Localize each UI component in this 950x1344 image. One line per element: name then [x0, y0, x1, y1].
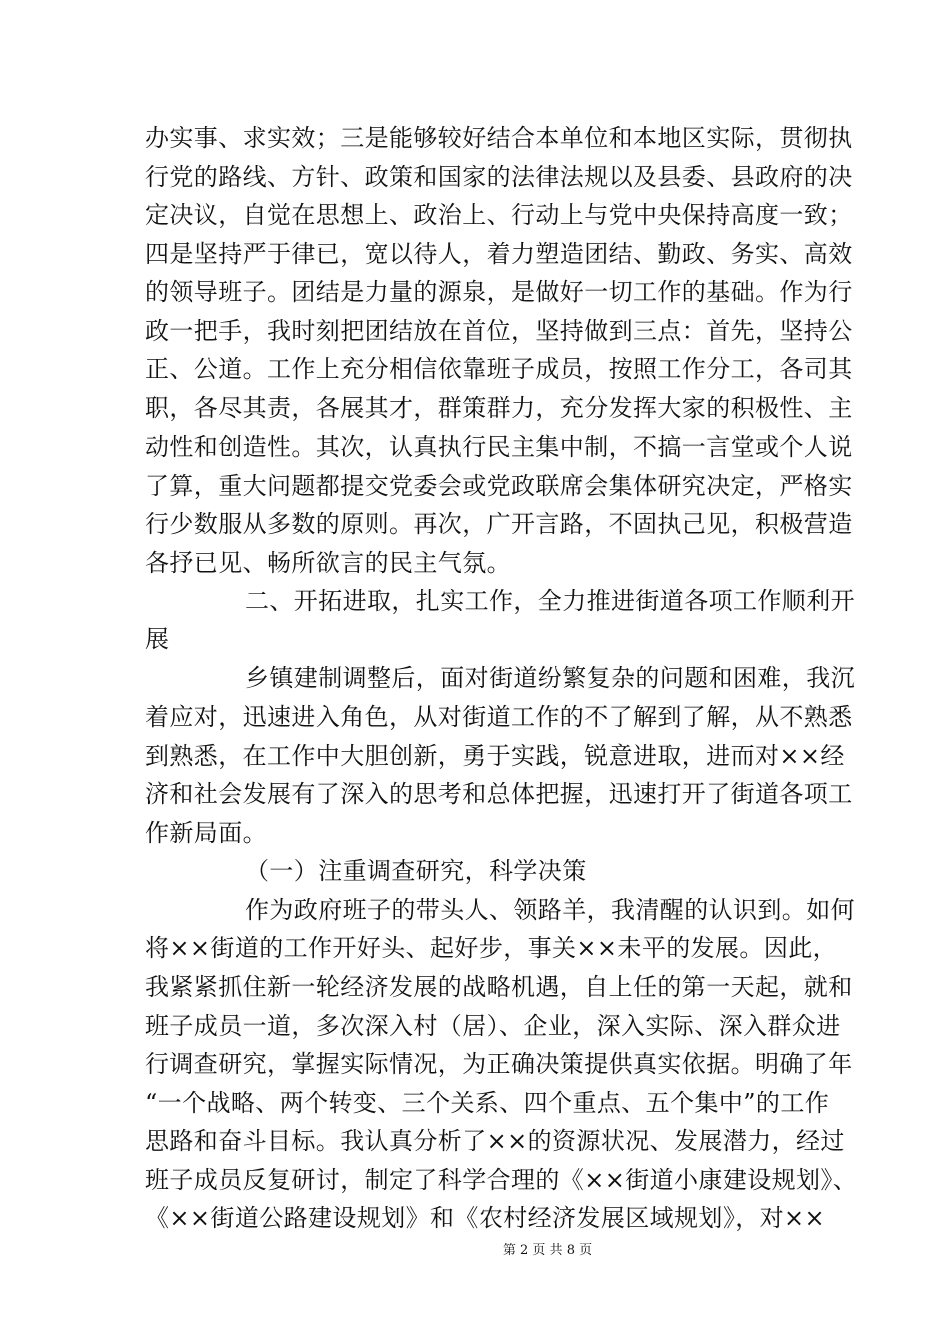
section-heading-continuation: 展 [145, 625, 170, 653]
text-line: 定决议，自觉在思想上、政治上、行动上与党中央保持高度一致； [145, 201, 853, 229]
text-line: 班子成员一道，多次深入村（居）、企业，深入实际、深入群众进 [145, 1012, 841, 1040]
text-line: 的领导班子。团结是力量的源泉，是做好一切工作的基础。作为行 [145, 278, 853, 306]
text-line: 将××街道的工作开好头、起好步，事关××未平的发展。因此， [145, 934, 838, 962]
text-line: 《××街道公路建设规划》和《农村经济发展区域规划》，对×× [145, 1204, 826, 1232]
text-line: 班子成员反复研讨，制定了科学合理的《××街道小康建设规划》、 [145, 1166, 858, 1194]
text-line: 思路和奋斗目标。我认真分析了××的资源状况、发展潜力，经过 [145, 1127, 845, 1155]
text-line: 政一把手，我时刻把团结放在首位，坚持做到三点：首先，坚持公 [145, 317, 853, 345]
text-line: “一个战略、两个转变、三个关系、四个重点、五个集中”的工作 [145, 1089, 830, 1117]
text-line: 动性和创造性。其次，认真执行民主集中制，不搞一言堂或个人说 [145, 433, 853, 461]
text-line: 作新局面。 [145, 819, 267, 847]
text-line: 行少数服从多数的原则。再次，广开言路，不固执己见，积极营造 [145, 510, 853, 538]
text-line: 各抒已见、畅所欲言的民主气氛。 [145, 549, 511, 577]
text-line: 着应对，迅速进入角色，从对街道工作的不了解到了解，从不熟悉 [145, 703, 853, 731]
text-line: 办实事、求实效；三是能够较好结合本单位和本地区实际，贯彻执 [145, 124, 853, 152]
text-line: 四是坚持严于律已，宽以待人，着力塑造团结、勤政、务实、高效 [145, 240, 853, 268]
text-line: 到熟悉，在工作中大胆创新，勇于实践，锐意进取，进而对××经 [145, 742, 845, 770]
page-number-footer [0, 1243, 950, 1259]
subsection-heading: （一）注重调查研究，科学决策 [245, 857, 587, 885]
text-line: 行党的路线、方针、政策和国家的法律法规以及县委、县政府的决 [145, 163, 853, 191]
section-heading: 二、开拓进取，扎实工作，全力推进街道各项工作顺利开 [245, 587, 855, 615]
text-line: 了算，重大问题都提交党委会或党政联席会集体研究决定，严格实 [145, 472, 853, 500]
paragraph-start: 作为政府班子的带头人、领路羊，我清醒的认识到。如何 [245, 896, 855, 924]
text-line: 正、公道。工作上充分相信依靠班子成员，按照工作分工，各司其 [145, 355, 853, 383]
text-line: 职，各尽其责，各展其才，群策群力，充分发挥大家的积极性、主 [145, 394, 853, 422]
page-number-label: 第 2 页 共 8 页 [502, 1243, 593, 1258]
text-line: 我紧紧抓住新一轮经济发展的战略机遇，自上任的第一天起，就和 [145, 973, 853, 1001]
text-line: 行调查研究，掌握实际情况，为正确决策提供真实依据。明确了年 [145, 1050, 853, 1078]
text-line: 济和社会发展有了深入的思考和总体把握，迅速打开了街道各项工 [145, 780, 853, 808]
paragraph-start: 乡镇建制调整后，面对街道纷繁复杂的问题和困难，我沉 [245, 664, 855, 692]
